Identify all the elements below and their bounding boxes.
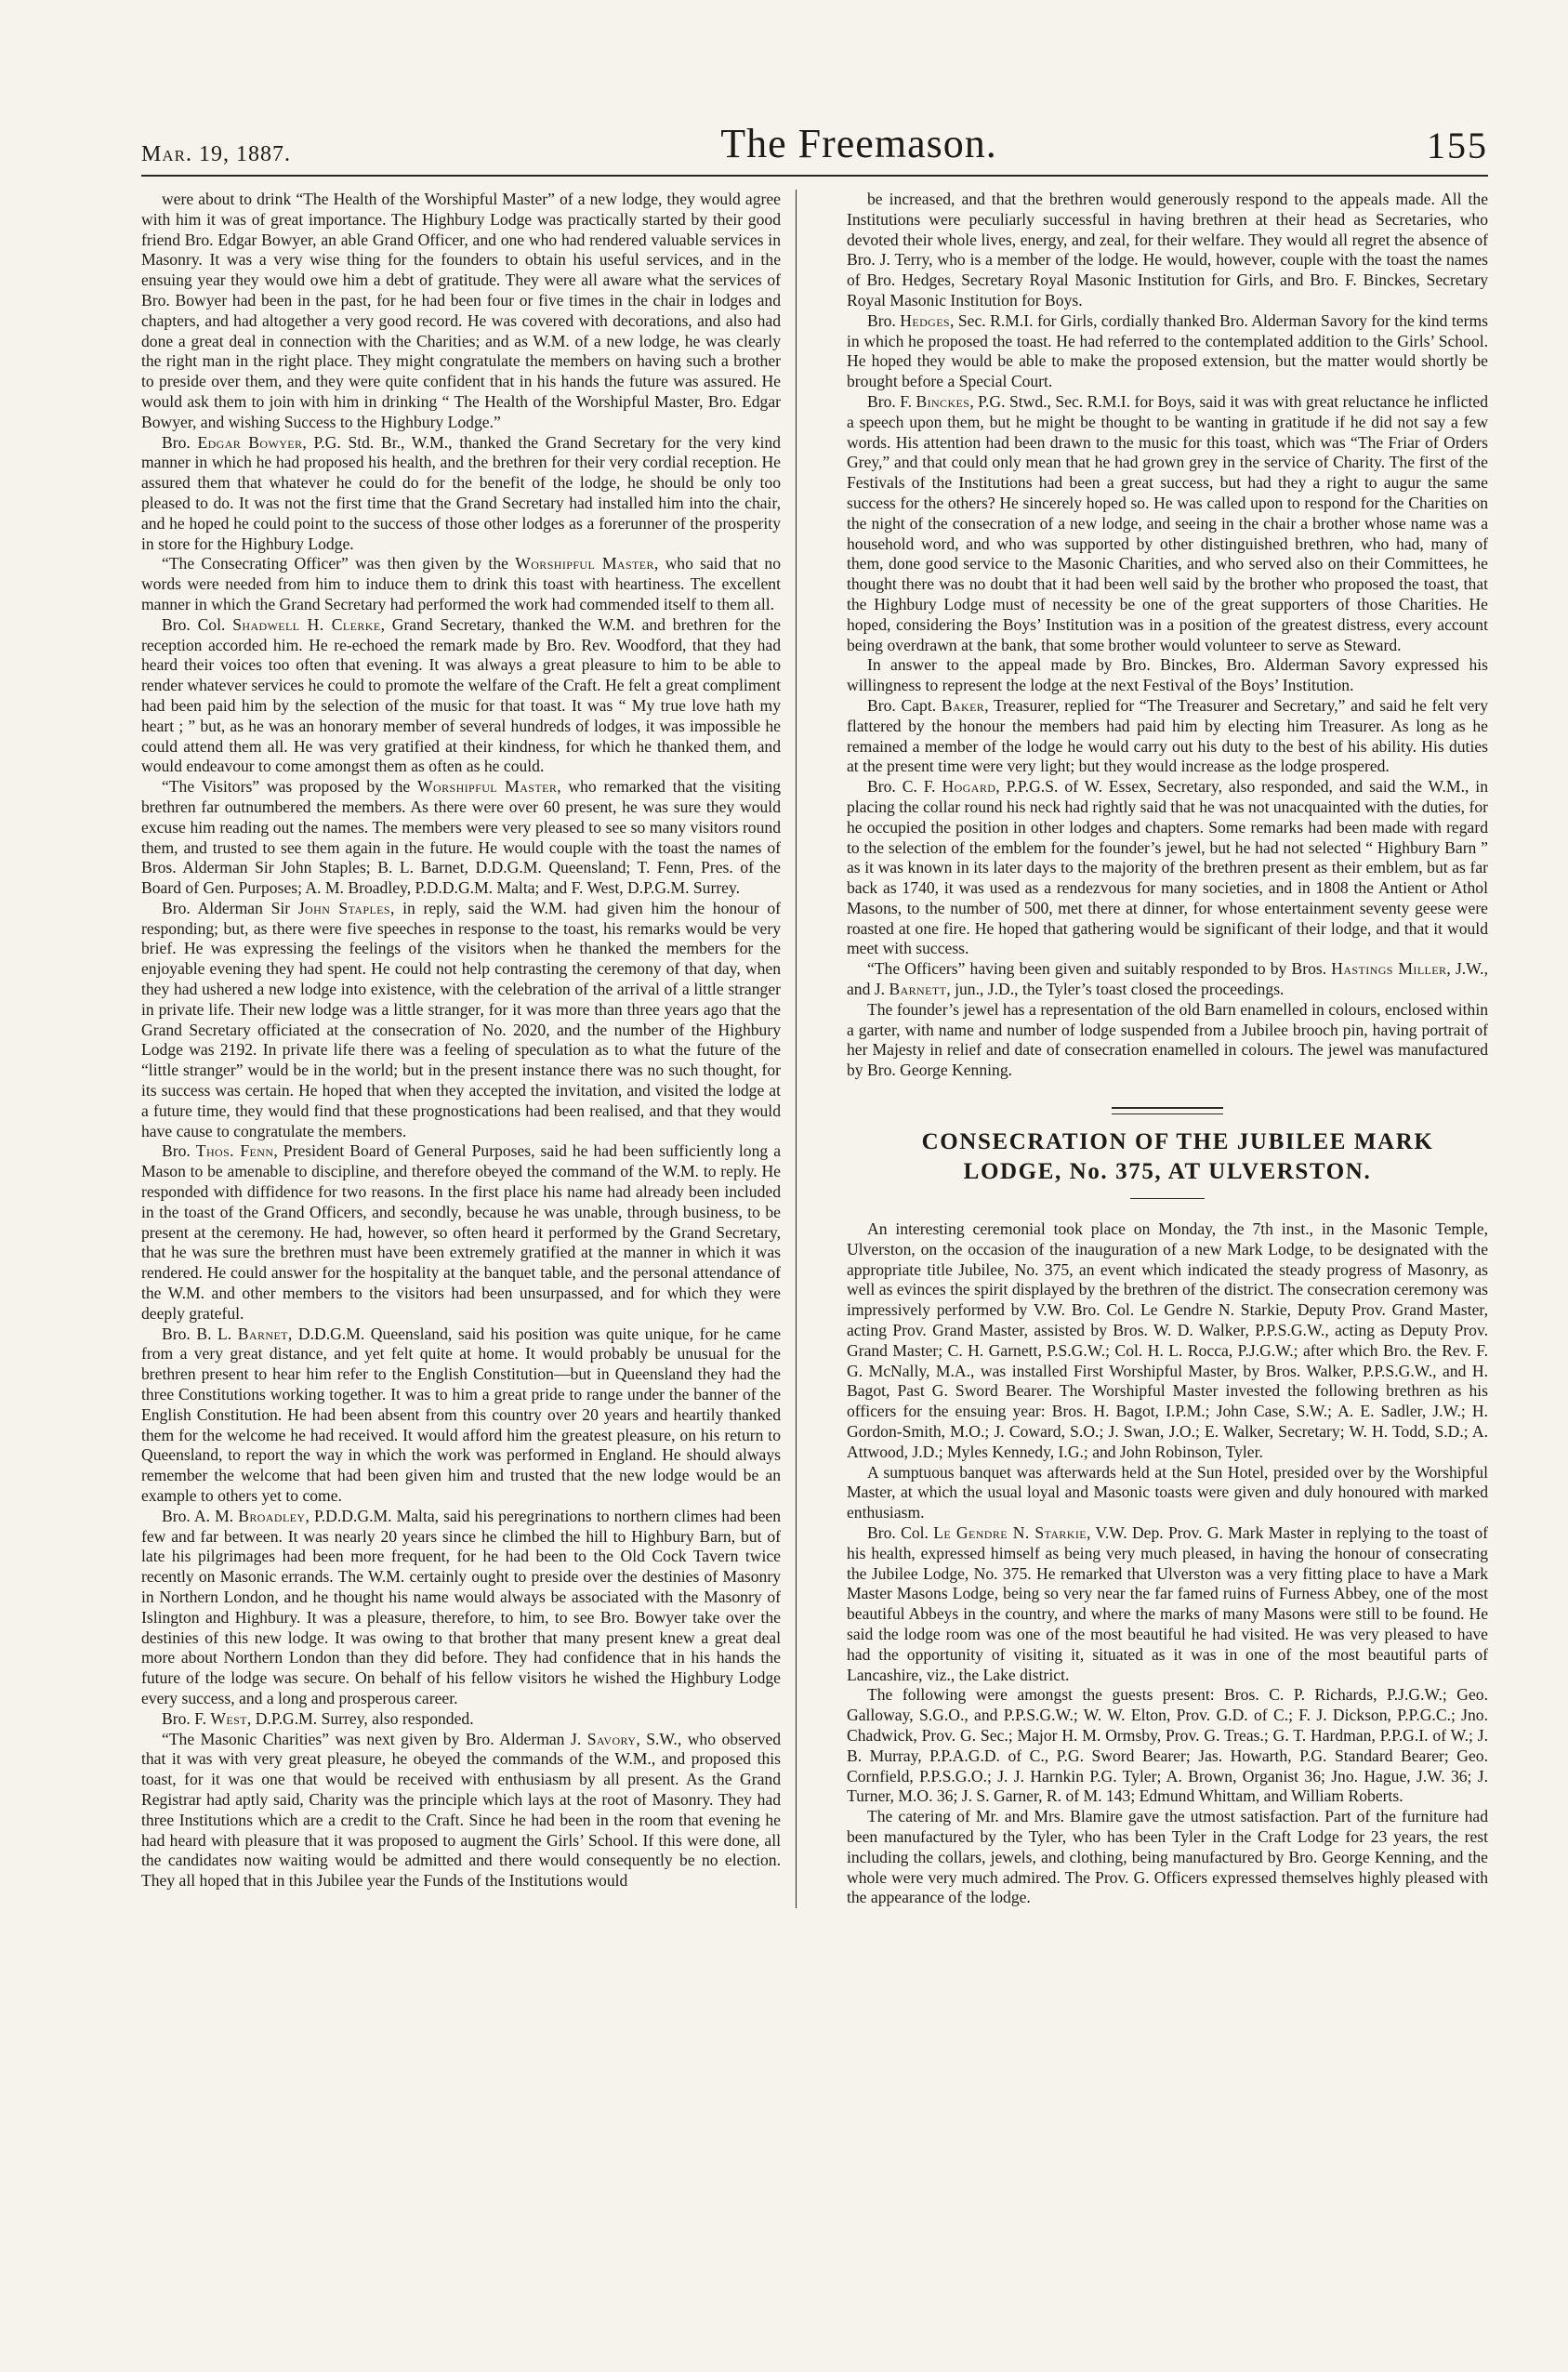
paragraph-text: In answer to the appeal made by Bro. Binckes, Bro. Alderman Savory expressed his willingness to represent the lodge at the next Festival of the Boys’ Institution. bbox=[847, 655, 1488, 695]
paragraph-text: , jun., J.D., the Tyler’s toast closed the proceedings. bbox=[946, 980, 1285, 999]
paragraph-text: Bro. B. L. bbox=[162, 1324, 238, 1343]
headline-line-2: LODGE, No. 375, AT ULVERSTON. bbox=[963, 1159, 1372, 1185]
speaker-name: Le Gendre N. Starkie bbox=[933, 1523, 1087, 1543]
paragraph-text: , V.W. Dep. Prov. G. Mark Master in replying to the toast of his health, expressed himself as being very much pleased, in having the honour of consecrating the Jubilee Lodge, No. 375. He remarked that Ulverston was a very fitting place to have a Mark Master Masons Lodge, being so very near the far famed ruins of Furness Abbey, one of the most beautiful Abbeys in the country, and where the marks of many Masons were still to be found. He said the lodge room was one of the most beautiful he had visited. He was very pleased to have had the opportunity of visiting it, situated as it was in one of the most beautiful parts of Lancashire, viz., the Lake district. bbox=[847, 1523, 1488, 1684]
masthead bbox=[141, 110, 1488, 177]
paragraph bbox=[847, 1000, 1488, 1081]
paragraph bbox=[141, 1730, 781, 1891]
paragraph-text: “The Consecrating Officer” was then given by the bbox=[162, 554, 516, 573]
paragraph-text: “The Masonic Charities” was next given by Bro. Alderman J. bbox=[162, 1729, 587, 1748]
speaker-name: Hedges bbox=[900, 310, 951, 330]
paragraph-text: , Treasurer, replied for “The Treasurer and Secretary,” and said he felt very flattered by the honour the members had paid him by electing him Treasurer. As long as he remained a member of the lodge he would carry out his duty to the best of his ability. His duties at the present time were very light; but they would increase as the lodge prospered. bbox=[847, 695, 1488, 776]
paragraph-text: The following were amongst the guests present: Bros. C. P. Richards, P.J.G.W.; Geo. Galloway, S.G.O., and P.P.S.G.W.; W. W. Elton, Prov. G.D. of C.; F. J. Dickson, P.P.G.C.; Jno. Chadwick, Prov. G. Sec.; Major H. M. Ormsby, Prov. G. Treas.; G. T. Hardman, P.P.G.I. of W.; J. B. Murray, P.P.A.G.D. of C., P.G. Sword Bearer; Jas. Howarth, P.G. Standard Bearer; Geo. Cornfield, P.P.S.G.O.; J. J. Harnkin P.G. Tyler; A. Brown, Organist 36; Jno. Hague, J.W. 36; J. Turner, M.O. 36; J. S. Garner, R. of M. 143; Edmund Whittam, and William Roberts. bbox=[847, 1685, 1488, 1806]
paragraph bbox=[141, 190, 781, 433]
paragraph-text: Bro. F. bbox=[867, 391, 916, 411]
paragraph-text: , who said that no words were needed from him to induce them to drink this toast with heartiness. The excellent manner in which the Grand Secretary had performed the work had commended itself to them all. bbox=[141, 554, 781, 613]
paragraph bbox=[847, 1523, 1488, 1685]
paragraph bbox=[847, 190, 1488, 311]
paragraph bbox=[141, 899, 781, 1142]
paragraph bbox=[141, 1507, 781, 1709]
headline-rule bbox=[1130, 1198, 1205, 1199]
speaker-name: Barnet bbox=[237, 1324, 288, 1343]
paragraph-text: Bro. Col. bbox=[867, 1523, 934, 1543]
paragraph bbox=[141, 1324, 781, 1507]
speaker-name: Worshipful Master bbox=[417, 777, 558, 797]
paragraph-text: Bro. A. M. bbox=[162, 1506, 239, 1525]
paragraph-text: , D.D.G.M. Queensland, said his position was quite unique, for he came from a very great distance, and yet felt quite at home. It would probably be unusual for the brethren present to hear him refer to the English Constitution—but in Queensland they had the three Constitutions working together. It was to him a great pride to range under the banner of the English Constitution. He had been absent from this country over 20 years and heartily thanked them for the welcome he had received. It would afford him the greatest pleasure, on his return to Queensland, to report the way in which the work was performed in England. He should always remember the welcome that had been given him and trusted that the new lodge would be an example to others yet to come. bbox=[141, 1324, 782, 1505]
paragraph bbox=[141, 433, 781, 555]
paragraph-text: Bro. C. F. bbox=[867, 777, 942, 797]
speaker-name: Savory bbox=[586, 1729, 637, 1748]
paragraph-text: Bro. F. bbox=[162, 1708, 211, 1728]
paragraph-text: Bro. bbox=[162, 432, 198, 452]
newspaper-title: The Freemason. bbox=[720, 121, 997, 166]
paragraph bbox=[141, 1709, 781, 1730]
paragraph-text: , Sec. R.M.I. for Girls, cordially thanked Bro. Alderman Savory for the kind terms in which he proposed the toast. He had referred to the contemplated addition to the Girls’ School. He hoped they would be able to make the proposed extension, but the matter would shortly be brought before a Special Court. bbox=[847, 310, 1489, 391]
article-headline bbox=[847, 1127, 1488, 1187]
paragraph-text: were about to drink “The Health of the Worshipful Master” of a new lodge, they would agree with him it was of great importance. The Highbury Lodge was practically started by their good friend Bro. Edgar Bowyer, an able Grand Officer, and one who had rendered valuable services in Masonry. It was a very wise thing for the founders to obtain his useful services, and in the ensuing year they would owe him a debt of gratitude. They were all aware what the services of Bro. Bowyer had been in the past, for he had been four or five times in the chair in lodges and chapters, and had altogether a very good record. He was covered with decorations, and also had done a great deal in connection with the Charities; and as W.M. of a new lodge, he was clearly the right man in the right place. They might congratulate the members on having such a brother to preside over them, and they were quite confident that in his hands the future was assured. He would ask them to join with him in drinking “ The Health of the Worshipful Master, Bro. Edgar Bowyer, and wishing Success to the Highbury Lodge.” bbox=[141, 190, 781, 431]
paragraph bbox=[847, 1807, 1488, 1908]
speaker-name: Hogard bbox=[942, 777, 996, 797]
paragraph bbox=[847, 777, 1488, 959]
speaker-name: West bbox=[210, 1708, 247, 1728]
article-heading-block bbox=[847, 1107, 1488, 1199]
paragraph bbox=[141, 1141, 781, 1324]
headline-double-rule bbox=[1112, 1107, 1223, 1114]
paragraph-text: , P.G. Stwd., Sec. R.M.I. for Boys, said it was with great reluctance he inflicted a speech upon them, but he might be thought to be wanting in gratitude if he did not say a few words. His attention had been drawn to the music for this toast, which was “The Friar of Orders Grey,” and that could only mean that he had grown grey in the service of Charity. The first of the Festivals of the Institutions had been a great success, but had they a right to augur the same success for the others? He sincerely hoped so. He was called upon to respond for the Charities on the night of the consecration of a new lodge, and seeing in the chair a brother whose name was a household word, and who was supported by other distinguished brethren, who had, many of them, done good service to the Masonic Charities, and who served also on their Committees, he thought there was no doubt that it had been well said by the brother who proposed the toast, that the Highbury Lodge must of necessity be one of the great supporters of those Charities. He hoped, considering the Boys’ Institution was in a position of the greatest distress, every account being overdrawn at the bank, that some brother would volunteer to serve as Steward. bbox=[847, 391, 1488, 654]
paragraph-text: Bro. Alderman Sir bbox=[162, 898, 298, 917]
paragraph-text: The founder’s jewel has a representation of the old Barn enamelled in colours, enclosed within a garter, with name and number of lodge suspended from a Jubilee brooch pin, having portrait of her Majesty in relief and date of consecration enamelled in colours. The jewel was manufactured by Bro. George Kenning. bbox=[847, 999, 1488, 1080]
speaker-name: Hastings Miller bbox=[1331, 959, 1447, 979]
speaker-name: Worshipful Master bbox=[515, 554, 654, 573]
paragraph-text: A sumptuous banquet was afterwards held at the Sun Hotel, presided over by the Worshipful Master, at which the usual loyal and Masonic toasts were given and duly honoured with marked enthusiasm. bbox=[847, 1462, 1488, 1522]
paragraph bbox=[141, 554, 781, 614]
paragraph bbox=[847, 696, 1488, 777]
paragraph-text: Bro. Capt. bbox=[867, 695, 942, 715]
speaker-name: Shadwell H. Clerke bbox=[232, 614, 381, 634]
paragraph bbox=[141, 777, 781, 899]
paragraph bbox=[847, 311, 1488, 392]
headline-line-1: CONSECRATION OF THE JUBILEE MARK bbox=[921, 1129, 1434, 1155]
page-number: 155 bbox=[1427, 125, 1488, 166]
paragraph-text: Bro. Col. bbox=[162, 614, 233, 634]
speaker-name: Binckes bbox=[916, 391, 970, 411]
paragraph bbox=[847, 1463, 1488, 1523]
paragraph bbox=[847, 1219, 1488, 1463]
paragraph-text: An interesting ceremonial took place on Monday, the 7th inst., in the Masonic Temple, Ulverston, on the occasion of the inauguration of a new Mark Lodge, to be designated with the appropriate title Jubilee, No. 375, an event which indicated the steady progress of Masonry, as well as evinces the spirit displayed by the brethren of the district. The consecration ceremony was impressively performed by V.W. Bro. Col. Le Gendre N. Starkie, Deputy Prov. Grand Master, acting Prov. Grand Master, assisted by Bros. W. D. Walker, P.P.S.G.W., acting as Deputy Prov. Grand Master; C. H. Garnett, P.S.G.W.; Col. H. L. Rocca, P.J.G.W.; after which Bro. the Rev. F. G. McNally, M.A., was installed First Worshipful Master, by Bros. Walker, P.P.S.G.W., and H. Bagot, Past G. Sword Bearer. The Worshipful Master invested the following brethren as his officers for the ensuing year: Bros. H. Bagot, I.P.M.; John Case, S.W.; A. E. Sadler, J.W.; H. Gordon-Smith, M.O.; J. Coward, S.O.; J. Swan, J.O.; E. Walker, Secretary; W. H. Todd, S.D.; A. Attwood, J.D.; Myles Kennedy, I.G.; and John Robinson, Tyler. bbox=[847, 1219, 1488, 1461]
paragraph-text: , D.P.G.M. Surrey, also responded. bbox=[246, 1708, 474, 1728]
paragraph bbox=[847, 392, 1488, 655]
paragraph-text: , P.P.G.S. of W. Essex, Secretary, also responded, and said the W.M., in placing the collar round his neck had rightly said that he was not unacquainted with the duties, for he occupied the position in other lodges and chapters. Some remarks had been made with regard to the selection of the emblem for the founder’s jewel, but he had not selected “ Highbury Barn ” as it was known in its later days to the majority of the brethren present as their emblem, but as far back as 1740, it was used as a rendezvous for many societies, and in 1808 the Antient or Athol Masons, to the number of 500, met there at dinner, for whose entertainment seventy geese were roasted at one fire. He hoped that gathering would be significant of their lodge, and that it would meet with success. bbox=[847, 777, 1488, 958]
speaker-name: Broadley bbox=[238, 1506, 306, 1525]
paragraph-text: be increased, and that the brethren would generously respond to the appeals made. All the Institutions were peculiarly successful in having brethren at their head as Secretaries, who devoted their whole lives, energy, and zeal, for their welfare. They would all regret the absence of Bro. J. Terry, who is a member of the lodge. He would, however, couple with the toast the names of Bro. Hedges, Secretary Royal Masonic Institution for Girls, and Bro. F. Binckes, Secretary Royal Masonic Institution for Boys. bbox=[847, 190, 1488, 310]
text-columns bbox=[141, 190, 1488, 1908]
paragraph bbox=[847, 655, 1488, 696]
paragraph-text: , P.D.D.G.M. Malta, said his peregrinations to northern climes had been few and far between. It was nearly 20 years since he climbed the hill to Highbury Barn, but of late his pilgrimages had been more frequent, for he had been to the Old Cock Tavern twice recently on Masonic errands. The W.M. certainly ought to preside over the destinies of Masonry in Northern London, and he thought his name would always be associated with the Masonry of Islington and Highbury. It was a pleasure, therefore, to him, to see Bro. Bowyer take over the destinies of this new lodge. It was owing to that brother that many present knew a great deal more about Northern London than they did before. They had confidence that in his hands the future of the lodge was secure. On behalf of his fellow visitors he wished the Highbury Lodge every success, and a long and prosperous career. bbox=[141, 1506, 781, 1707]
paragraph-text: , Grand Secretary, thanked the W.M. and brethren for the reception accorded him. He re-echoed the remark made by Bro. Rev. Woodford, that they had heard their voices too often that evening. It was always a great pleasure to him to be able to render whatever services he could to promote the welfare of the Craft. He felt a great compliment had been paid him by the selection of the music for that toast. It was “ My true love hath my heart ; ” but, as he was an honorary member of several hundreds of lodges, it was impossible he could attend them all. He was very gratified at their kindness, for which he thanked them, and would endeavour to come amongst them as often as he could. bbox=[141, 614, 781, 776]
speaker-name: John Staples bbox=[297, 898, 390, 917]
paragraph-text: , President Board of General Purposes, said he had been sufficiently long a Mason to be amenable to discipline, and therefore obeyed the command of the W.M. to reply. He responded with diffidence for two reasons. In the first place his name had already been included in the toast of the Grand Officers, and secondly, because he was unable, through business, to be present at the ceremony. He had, however, so often heard it performed by the Grand Secretary, that he was sure the brethren must have been extremely gratified at the manner in which it was rendered. He could answer for the hospitality at the banquet table, and the personal attendance of the W.M. and other members to the visitors had been unsurpassed, and for which they were deeply grateful. bbox=[141, 1141, 782, 1323]
paragraph-text: , J.W., and J. bbox=[847, 959, 1488, 999]
paragraph bbox=[847, 1685, 1488, 1807]
right-column bbox=[847, 190, 1488, 1908]
left-column bbox=[141, 190, 797, 1908]
paragraph-text: Bro. bbox=[162, 1141, 196, 1161]
paragraph-text: “The Officers” having been given and suitably responded to by Bros. bbox=[867, 959, 1332, 979]
paragraph bbox=[847, 959, 1488, 1000]
paragraph-text: “The Visitors” was proposed by the bbox=[162, 777, 418, 797]
speaker-name: Thos. Fenn bbox=[195, 1141, 274, 1161]
paragraph-text: , in reply, said the W.M. had given him the honour of responding; but, as there were five speeches in response to the toast, his remarks would be very brief. He was expressing the feelings of the visitors when he thanked the members for the enjoyable evening they had spent. He could not help contrasting the ceremony of that day, when they had ushered a new lodge into existence, with the celebration of the arrival of a little stranger in private life. Their new lodge was a little stranger, for it was more than three years ago that the Grand Secretary officiated at the consecration of No. 2020, and the number of the Highbury Lodge was 2192. In private life there was a feeling of speculation as to what the future of the “little stranger” would be in the world; but in the present instance there was no such thought, for its success was certain. He hoped that when they accepted the invitation, and visited the lodge at a future time, they would find that these prognostications had been realised, and that they would have cause to congratulate the members. bbox=[141, 898, 781, 1140]
paragraph-text: , P.G. Std. Br., W.M., thanked the Grand Secretary for the very kind manner in which he had proposed his health, and the brethren for their very cordial reception. He assured them that whatever he could do for the benefit of the lodge, he should be only too pleased to do. It was not the first time that the Grand Secretary had installed him into the chair, and he hoped he could point to the success of those other lodges as a forerunner of the prosperity in store for the Highbury Lodge. bbox=[141, 432, 781, 553]
paragraph-text: , S.W., who observed that it was with very great pleasure, he obeyed the commands of the W.M., and proposed this toast, for it was one that would be received with enthusiasm by all present. As the Grand Registrar had aptly said, Charity was the principle which lays at the root of Masonry. They had three Institutions which are a credit to the Craft. Since he had been in the room that evening he had heard with pleasure that it was proposed to augment the Girls’ School. If this were done, all the candidates now waiting would be admitted and there would consequently be no election. They all hoped that in this Jubilee year the Funds of the Institutions would bbox=[141, 1729, 782, 1891]
speaker-name: Edgar Bowyer bbox=[197, 432, 303, 452]
speaker-name: Barnett bbox=[889, 980, 947, 999]
paragraph-text: Bro. bbox=[867, 310, 901, 330]
paragraph-text: , who remarked that the visiting brethren far outnumbered the members. As there were over 60 present, he was sure they would excuse him reading out the names. The members were very pleased to see so many visitors round them, and trusted to see them again in the future. He would couple with the toast the names of Bros. Alderman Sir John Staples; B. L. Barnet, D.D.G.M. Queensland; T. Fenn, Pres. of the Board of Gen. Purposes; A. M. Broadley, P.D.D.G.M. Malta; and F. West, D.P.G.M. Surrey. bbox=[141, 777, 781, 898]
jubilee-lodge-article bbox=[847, 1219, 1488, 1908]
paragraph bbox=[141, 615, 781, 777]
right-column-continued-report bbox=[847, 190, 1488, 1081]
speaker-name: Baker bbox=[941, 695, 985, 715]
issue-date: Mar. 19, 1887. bbox=[141, 142, 291, 166]
paragraph-text: The catering of Mr. and Mrs. Blamire gave the utmost satisfaction. Part of the furniture had been manufactured by the Tyler, who has been Tyler in the Craft Lodge for 23 years, the rest including the collars, jewels, and clothing, being manufactured by Bro. George Kenning, and the whole were very much admired. The Prov. G. Officers expressed themselves highly pleased with the appearance of the lodge. bbox=[847, 1807, 1488, 1907]
